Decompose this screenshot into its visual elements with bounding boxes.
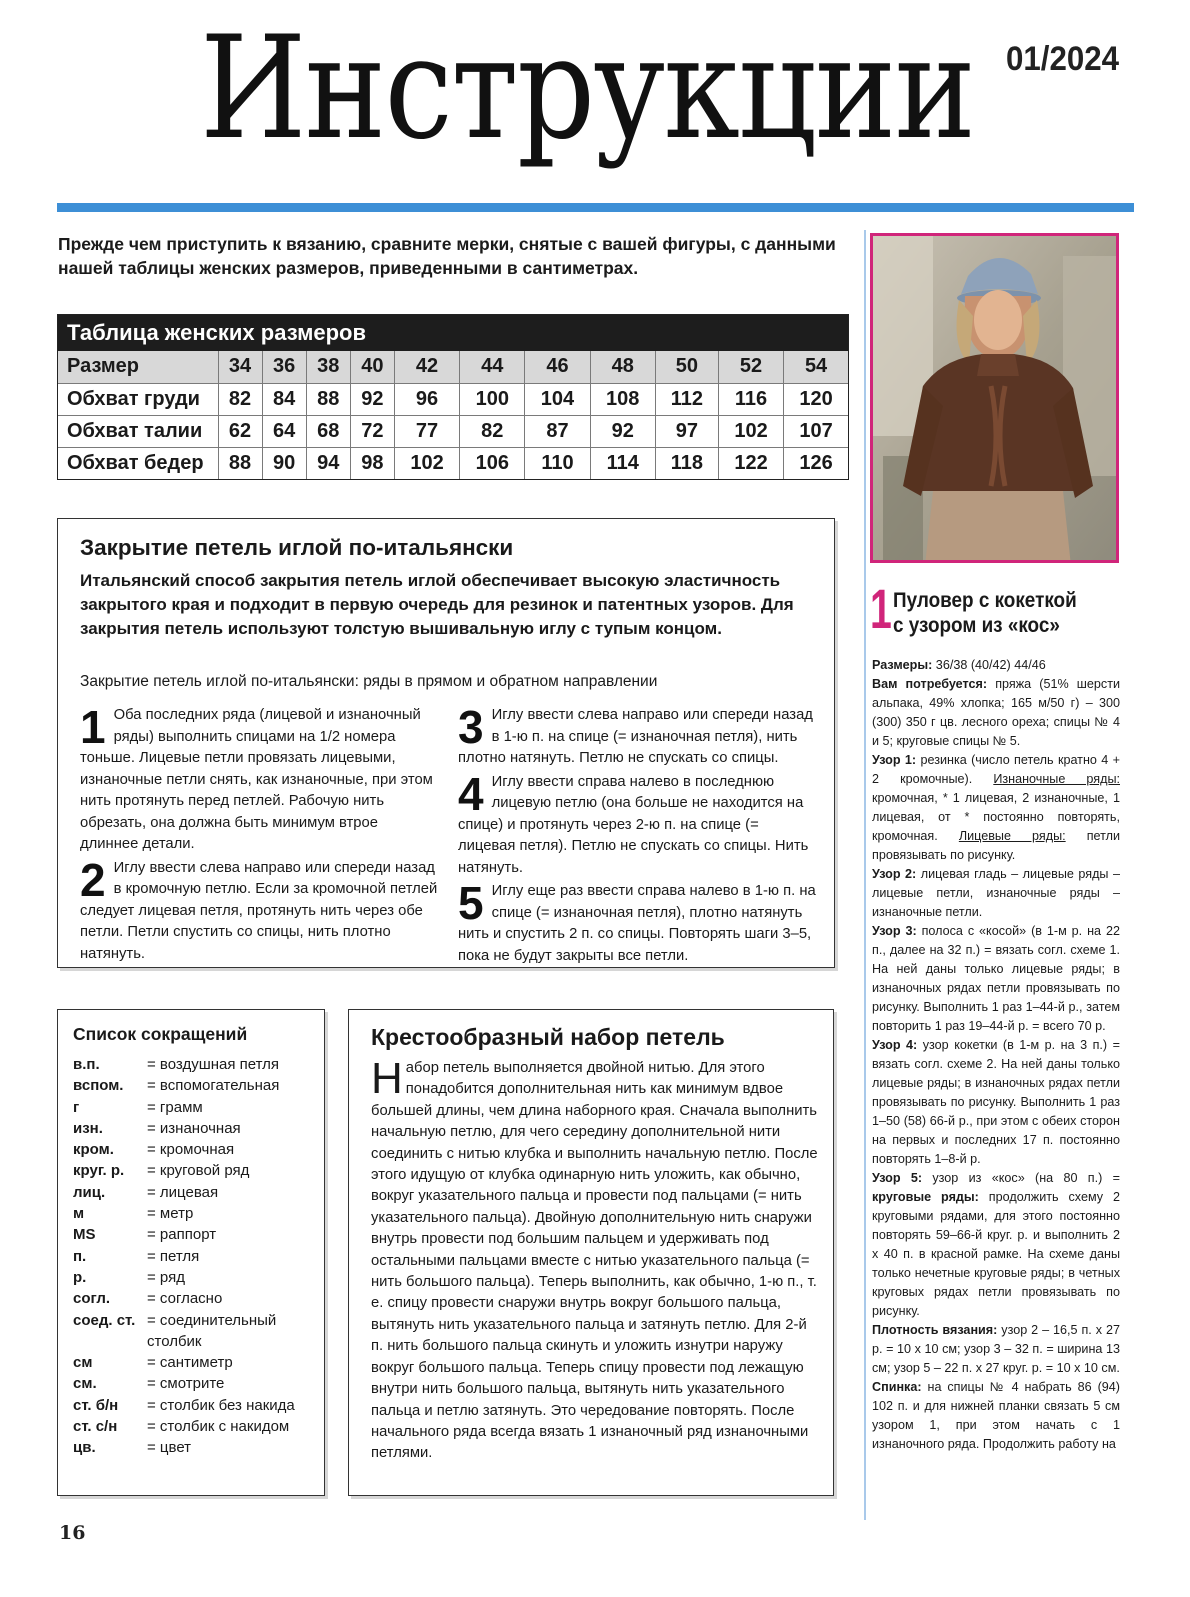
size-table [57, 314, 849, 480]
abbreviation-item [73, 1267, 318, 1288]
pattern4-label: Узор 4: [872, 1038, 918, 1052]
abbreviation-value: = метр [147, 1205, 194, 1223]
model-instructions [872, 656, 1120, 1454]
drop-cap: Н [371, 1054, 403, 1103]
size-cell: 38 [306, 351, 350, 383]
pattern1-label: Узор 1: [872, 753, 917, 767]
italian-title: Закрытие петель иглой по-итальянски [80, 535, 514, 560]
abbreviation-item [73, 1395, 318, 1416]
abbreviation-item [73, 1437, 318, 1458]
size-cell: 77 [394, 415, 459, 447]
size-row [58, 351, 848, 383]
intro-paragraph: Прежде чем приступить к вязанию, сравните мерки, снятые с вашей фигуры, с данными нашей таблицы женских размеров, приведенными в сантиметрах. [58, 234, 836, 278]
steps-left-column [80, 701, 440, 967]
page-title: Инструкции [200, 6, 975, 171]
abbreviation-item [73, 1352, 318, 1373]
size-cell: 82 [218, 383, 262, 415]
pattern5-label: Узор 5: [872, 1171, 923, 1185]
step-5 [458, 877, 818, 967]
abbreviation-value: = сантиметр [147, 1354, 233, 1372]
step-text: Иглу ввести слева направо или спереди назад в 1-ю п. на спице (= изнаночная петля), нить плотно натянуть. Петлю не спускать со спицы. [458, 707, 813, 766]
abbreviation-value: = раппорт [147, 1226, 217, 1244]
abbreviation-key: ст. б/н [73, 1396, 119, 1414]
size-cell: 90 [262, 447, 306, 479]
size-cell: 46 [525, 351, 590, 383]
step-4 [458, 767, 818, 880]
abbreviation-key: см. [73, 1375, 97, 1393]
materials-label: Вам потребуется: [872, 677, 988, 691]
size-cell: 112 [655, 383, 718, 415]
size-cell: 88 [306, 383, 350, 415]
size-cell: 54 [784, 351, 848, 383]
abbreviation-key: г [73, 1098, 80, 1116]
step-text: Иглу еще раз ввести справа налево в 1-ю п. на спице (= изнаночная петля), плотно натянуть нить и спустить 2 п. со спицы. Повторять шаги 3–5, пока не будут закрыты все петли. [458, 883, 816, 964]
size-cell: 68 [306, 415, 350, 447]
abbreviation-item [73, 1246, 318, 1267]
abbreviation-key: в.п. [73, 1056, 100, 1073]
abbreviation-key: круг. р. [73, 1162, 125, 1180]
abbreviation-value: = столбик без накида [147, 1396, 295, 1414]
size-cell: 104 [525, 383, 590, 415]
size-cell: 84 [262, 383, 306, 415]
abbreviation-item [73, 1075, 318, 1096]
model-title-line2: с узором из «кос» [893, 614, 1060, 637]
cross-body: абор петель выполняется двойной нитью. Для этого понадобится дополнительная нить как минимум вдвое большей длины, чем длина наборного края. Сначала выполнить начальную петлю, для чего середину дополнительной нити соединить с нитью клубка и выполнить начальную петлю. После этого идущую от клубка одинарную нить уложить, как обычно, вокруг указательного пальца и провести под пальцами (= нить указательного пальца). Двойную дополнительную нить снаружи внутрь провести под большим пальцем и удерживать под остальными пальцами вместе с нитью указательного пальца (= нить большого пальца). Теперь выполнить, как обычно, 1-ю п., т. е. спицу провести снаружи внутрь вокруг большого пальца, вытянуть нить указательного пальца и затянуть петлю. Для 2-й п. нить большого пальца скинуть и уложить изнутри наружу вокруг большого пальца. Теперь спицу провести под лежащую внутри нить большого пальца, вытянуть нить указательного пальца и петлю затянуть. Это чередование повторять. После начального ряда всегда вязать 1 изнаночный ряд изнаночными петлями. [371, 1060, 818, 1462]
abbreviation-value: = цвет [147, 1439, 192, 1457]
materials-value: пряжа (51% шерсти альпака, 49% хлопка; 165 м/50 г) – 300 (300) 350 г цв. лесного ореха; спицы № 4 и 5; круговые спицы № 5. [872, 677, 1121, 748]
pattern3-label: Узор 3: [872, 924, 917, 938]
wrong-side-rows-label: Изнаночные ряды: [993, 772, 1120, 786]
sizes-label: Размеры: [872, 658, 933, 672]
step-number: 2 [80, 853, 106, 906]
size-cell: 87 [525, 415, 590, 447]
size-cell: 108 [590, 383, 655, 415]
size-cell: 122 [718, 447, 783, 479]
size-cell: 102 [718, 415, 783, 447]
abbreviation-item [73, 1182, 318, 1203]
abbreviation-key: лиц. [73, 1183, 106, 1201]
model-title-line1: Пуловер с кокеткой [893, 589, 1077, 612]
size-cell: 114 [590, 447, 655, 479]
pattern3-text: полоса с «косой» (в 1-м р. на 22 п., далее на 32 п.) = вязать согл. схеме 1. На ней даны только лицевые ряды; в изнаночных рядах петли провязывать по рисунку. Выполнить 1 раз 1–44-й р., затем повторить 1 раз 19–44-й р. = всего 70 р. [872, 924, 1120, 1033]
abbreviation-key: вспом. [73, 1077, 124, 1095]
size-cell: 62 [218, 415, 262, 447]
size-cell: 97 [655, 415, 718, 447]
model-title [893, 588, 1077, 638]
pattern5-text: узор из «кос» (на 80 п.) = [922, 1171, 1120, 1185]
step-number: 3 [458, 701, 484, 753]
abbreviations-title: Список сокращений [73, 1024, 248, 1044]
size-cell: 96 [394, 383, 459, 415]
abbreviation-value: = вспомогательная [147, 1077, 280, 1095]
abbreviation-item [73, 1139, 318, 1160]
size-row [58, 383, 848, 415]
step-1 [80, 701, 440, 856]
abbreviation-value: = столбик с накидом [147, 1418, 290, 1436]
row-label: Обхват талии [58, 415, 218, 447]
abbreviation-value: = воздушная петля [147, 1056, 280, 1073]
abbreviation-value: = согласно [147, 1290, 223, 1308]
size-table-title: Таблица женских размеров [58, 315, 848, 351]
abbreviation-item [73, 1224, 318, 1245]
model-photo [870, 233, 1119, 563]
step-text: Иглу ввести слева направо или спереди назад в кромочную петлю. Если за кромочной петлей следует лицевая петля, протянуть нить через обе петли. Петли спустить со спицы, нить плотно натянуть. [80, 859, 438, 962]
abbreviation-item [73, 1203, 318, 1224]
abbreviations-box [57, 1009, 325, 1496]
abbreviation-key: ст. с/н [73, 1418, 118, 1436]
size-cell: 126 [784, 447, 848, 479]
size-row [58, 447, 848, 479]
italian-bindoff-box [57, 518, 835, 968]
abbreviation-key: п. [73, 1247, 87, 1265]
size-cell: 106 [460, 447, 525, 479]
italian-subtitle: Закрытие петель иглой по-итальянски: ряды в прямом и обратном направлении [80, 673, 658, 690]
size-cell: 82 [460, 415, 525, 447]
abbreviation-item [73, 1160, 318, 1181]
step-text: Оба последних ряда (лицевой и изнаночный ряды) выполнить спицами на 1/2 номера тоньше. Лицевые петли провязать лицевыми, изнаночные петли снять, как изнаночные, при этом нить протянуть перед петлей. Рабочую нить обрезать, она должна быть минимум втрое длиннее детали. [80, 707, 433, 852]
size-cell: 100 [460, 383, 525, 415]
abbreviation-key: соед. ст. [73, 1311, 136, 1329]
abbreviation-item [73, 1288, 318, 1309]
page-number: 16 [59, 1522, 86, 1544]
size-cell: 42 [394, 351, 459, 383]
size-cell: 92 [350, 383, 394, 415]
size-cell: 110 [525, 447, 590, 479]
abbreviations-list [73, 1054, 318, 1459]
column-divider [864, 230, 866, 1520]
abbreviation-item [73, 1310, 318, 1353]
size-cell: 72 [350, 415, 394, 447]
header-divider [57, 203, 1134, 212]
size-cell: 40 [350, 351, 394, 383]
abbreviation-item [73, 1373, 318, 1394]
size-cell: 52 [718, 351, 783, 383]
abbreviation-key: согл. [73, 1290, 111, 1308]
pattern4-text: узор кокетки (в 1-м р. на 3 п.) = вязать согл. схеме 2. На ней даны только лицевые ряды; в изнаночных рядах петли провязывать по рисунку. Выполнить 1 раз 1–50 (58) 66-й р., при этом с обеих сторон на первых и последних 17 п. постоянно повторять 1–8-й р. [872, 1038, 1120, 1166]
cross-text [371, 1054, 818, 1465]
abbreviation-key: см [73, 1354, 93, 1372]
size-cell: 34 [218, 351, 262, 383]
size-cell: 98 [350, 447, 394, 479]
abbreviation-key: MS [73, 1226, 96, 1244]
step-number: 5 [458, 877, 484, 929]
size-cell: 48 [590, 351, 655, 383]
step-number: 1 [80, 701, 106, 753]
abbreviation-item [73, 1097, 318, 1118]
model-photo-illustration [873, 236, 1119, 563]
size-cell: 116 [718, 383, 783, 415]
abbreviation-key: кром. [73, 1141, 114, 1159]
abbreviation-value: = круговой ряд [147, 1162, 250, 1180]
abbreviation-value: = петля [147, 1247, 200, 1265]
size-cell: 36 [262, 351, 306, 383]
abbreviation-item [73, 1118, 318, 1139]
step-text: Иглу ввести справа налево в последнюю лицевую петлю (она больше не находится на спице) и протянуть через 2-ю п. на спице (= лицевая петля). Петлю не спускать со спицы. Нить натянуть. [458, 773, 809, 876]
size-row [58, 415, 848, 447]
size-cell: 50 [655, 351, 718, 383]
italian-lead: Итальянский способ закрытия петель иглой обеспечивает высокую эластичность закрытого края и подходит в первую очередь для резинок и патентных узоров. Для закрытия петель используют толстую вышивальную иглу с тупым концом. [80, 571, 794, 638]
abbreviation-value: = изнаночная [147, 1119, 241, 1137]
size-cell: 92 [590, 415, 655, 447]
abbreviation-key: изн. [73, 1119, 103, 1137]
step-number: 4 [458, 767, 484, 820]
pattern1-text-2: кромочная, * 1 лицевая, 2 изнаночные, 1 лицевая, от * постоянно повторять, кромочная. [872, 791, 1120, 843]
size-cell: 107 [784, 415, 848, 447]
abbreviation-key: цв. [73, 1439, 96, 1457]
abbreviation-value: = смотрите [147, 1375, 225, 1393]
steps-right-column [458, 701, 818, 969]
sizes-value: 36/38 (40/42) 44/46 [932, 658, 1046, 672]
back-label: Спинка: [872, 1380, 922, 1394]
density-label: Плотность вязания: [872, 1323, 998, 1337]
size-cell: 64 [262, 415, 306, 447]
abbreviation-value: = соединительный столбик [147, 1311, 277, 1350]
abbreviation-value: = ряд [147, 1268, 185, 1286]
abbreviation-item [73, 1054, 318, 1075]
abbreviation-value: = лицевая [147, 1183, 219, 1201]
pattern2-label: Узор 2: [872, 867, 917, 881]
cross-title: Крестообразный набор петель [371, 1024, 725, 1050]
model-number: 1 [870, 577, 892, 640]
pattern2-text: лицевая гладь – лицевые ряды – лицевые петли, изнаночные ряды – изнаночные петли. [872, 867, 1120, 919]
size-cell: 94 [306, 447, 350, 479]
size-cell: 118 [655, 447, 718, 479]
density-text: узор 2 – 16,5 п. х 27 р. = 10 х 10 см; узор 3 – 32 п. = ширина 13 см; узор 5 – 22 п. х 27 круг. р. = 10 х 10 см. [872, 1323, 1120, 1375]
step-3 [458, 701, 818, 770]
abbreviation-value: = грамм [147, 1098, 203, 1116]
row-label: Обхват груди [58, 383, 218, 415]
pattern1-text: резинка (число петель кратно 4 + 2 кромочные). [872, 753, 1120, 786]
size-cell: 102 [394, 447, 459, 479]
size-cell: 88 [218, 447, 262, 479]
issue-number: 01/2024 [1006, 40, 1120, 78]
row-label: Обхват бедер [67, 451, 204, 474]
abbreviation-item [73, 1416, 318, 1437]
round-rows-label: круговые ряды: [872, 1190, 979, 1204]
size-table-grid [58, 351, 848, 479]
row-label: Размер [58, 351, 218, 383]
abbreviation-key: м [73, 1205, 85, 1223]
back-text: на спицы № 4 набрать 86 (94) 102 п. и для нижней планки связать 5 см узором 1, при этом начать с 1 изнаночного ряда. Продолжить работу на [872, 1380, 1120, 1451]
right-side-rows-label: Лицевые ряды: [958, 829, 1066, 843]
abbreviation-key: р. [73, 1268, 87, 1286]
pattern1-text-3: петли провязывать по рисунку. [872, 829, 1121, 862]
cross-caston-box [348, 1009, 834, 1496]
size-cell: 44 [460, 351, 525, 383]
pattern5-text-2: продолжить схему 2 круговыми рядами, для этого постоянно повторять 59–66-й круг. р. и выполнить 2 х 40 п. в красной рамке. На схеме даны только нечетные круговые ряды; в четных круговых рядах петли провязывать по рисунку. [872, 1190, 1120, 1318]
step-2 [80, 853, 440, 966]
size-cell: 120 [784, 383, 848, 415]
abbreviation-value: = кромочная [147, 1141, 235, 1159]
